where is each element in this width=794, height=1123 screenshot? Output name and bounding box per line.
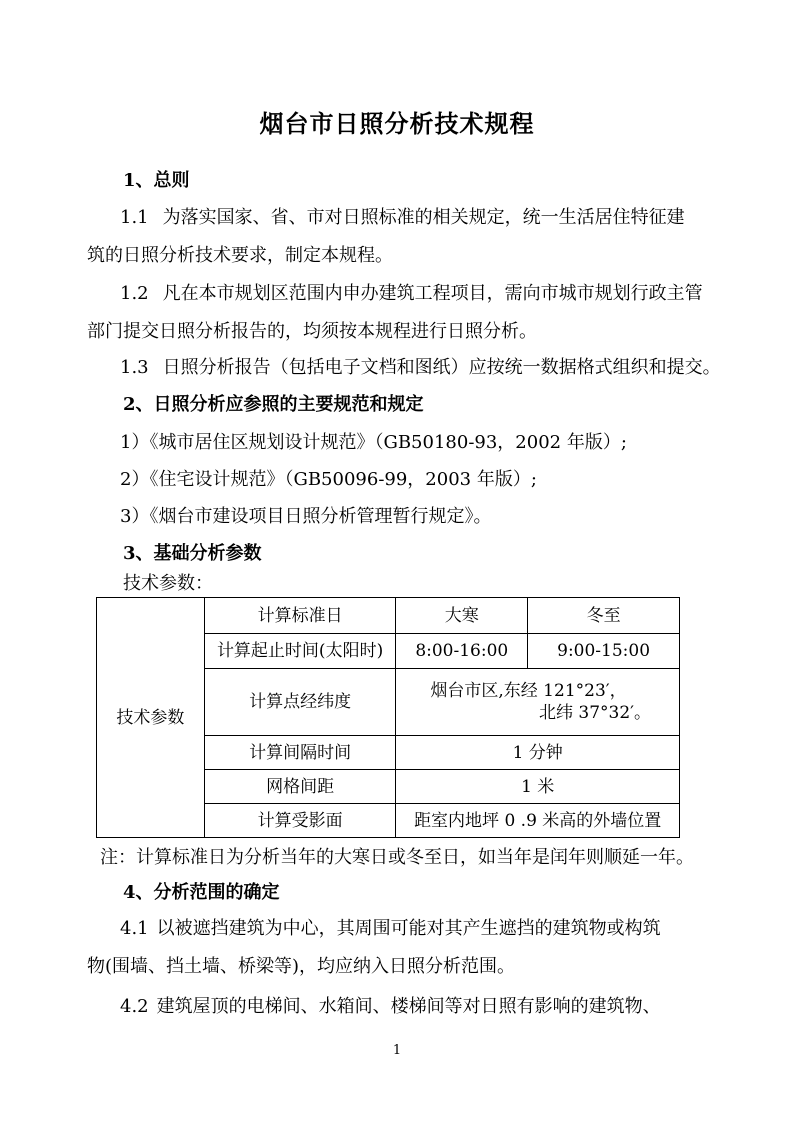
paragraph-number: 1.2 bbox=[120, 283, 149, 304]
table-cell: 距室内地坪 0 .9 米高的外墙位置 bbox=[396, 804, 680, 838]
table-cell: 1 米 bbox=[396, 770, 680, 804]
section-1-heading: 1、总则 bbox=[123, 170, 190, 191]
table-cell: 8:00-16:00 bbox=[396, 634, 528, 669]
section-4-heading: 4、分析范围的确定 bbox=[123, 882, 280, 903]
paragraph-number: 4.2 bbox=[120, 996, 149, 1017]
page-number: 1 bbox=[392, 1043, 402, 1058]
row-label: 计算标准日 bbox=[204, 598, 396, 634]
longitude-text: 烟台市区,东经 121°23′， bbox=[430, 681, 627, 701]
row-label: 计算间隔时间 bbox=[204, 736, 396, 770]
row-label: 网格间距 bbox=[204, 770, 396, 804]
table-row bbox=[97, 598, 680, 634]
table-intro: 技术参数： bbox=[123, 573, 213, 594]
paragraph-1-3 bbox=[120, 356, 721, 380]
technical-parameters-table bbox=[96, 597, 680, 838]
row-label: 计算受影面 bbox=[204, 804, 396, 838]
reference-item-1: 1）《城市居住区规划设计规范》（GB50180-93，2002 年版）; bbox=[120, 432, 627, 453]
paragraph-text: 建筑屋顶的电梯间、水箱间、楼梯间等对日照有影响的建筑物、 bbox=[156, 996, 661, 1017]
paragraph-1-1 bbox=[120, 206, 685, 230]
section-3-heading: 3、基础分析参数 bbox=[123, 543, 262, 564]
table-cell: 冬至 bbox=[528, 598, 680, 634]
paragraph-4-1 bbox=[120, 917, 661, 941]
paragraph-4-2 bbox=[120, 995, 661, 1019]
coordinates-cell bbox=[396, 669, 680, 736]
paragraph-text: 以被遮挡建筑为中心，其周围可能对其产生遮挡的建筑物或构筑 bbox=[156, 918, 661, 939]
paragraph-number: 1.1 bbox=[120, 207, 149, 228]
table-cell: 1 分钟 bbox=[396, 736, 680, 770]
row-label: 计算起止时间(太阳时) bbox=[204, 634, 396, 669]
paragraph-number: 1.3 bbox=[120, 357, 149, 378]
row-label: 计算点经纬度 bbox=[204, 669, 396, 736]
paragraph-4-1-continuation: 物(围墙、挡土墙、桥梁等)，均应纳入日照分析范围。 bbox=[87, 956, 516, 977]
latitude-text: 北纬 37°32′。 bbox=[538, 703, 651, 723]
reference-item-3: 3）《烟台市建设项目日照分析管理暂行规定》。 bbox=[120, 506, 492, 527]
reference-item-2: 2）《住宅设计规范》（GB50096-99，2003 年版）; bbox=[120, 469, 537, 490]
table-cell: 9:00-15:00 bbox=[528, 634, 680, 669]
table-note: 注：计算标准日为分析当年的大寒日或冬至日，如当年是闰年则顺延一年。 bbox=[100, 847, 694, 868]
paragraph-1-2 bbox=[120, 282, 703, 306]
paragraph-text: 日照分析报告（包括电子文档和图纸）应按统一数据格式组织和提交。 bbox=[162, 357, 721, 378]
paragraph-text: 凡在本市规划区范围内申办建筑工程项目，需向市城市规划行政主管 bbox=[162, 283, 703, 304]
paragraph-number: 4.1 bbox=[120, 918, 149, 939]
page-title: 烟台市日照分析技术规程 bbox=[259, 109, 535, 138]
table-cell: 大寒 bbox=[396, 598, 528, 634]
paragraph-1-2-continuation: 部门提交日照分析报告的，均须按本规程进行日照分析。 bbox=[87, 321, 537, 342]
group-label-cell: 技术参数 bbox=[97, 598, 205, 838]
paragraph-text: 为落实国家、省、市对日照标准的相关规定，统一生活居住特征建 bbox=[162, 207, 685, 228]
paragraph-1-1-continuation: 筑的日照分析技术要求，制定本规程。 bbox=[87, 245, 393, 266]
section-2-heading: 2、日照分析应参照的主要规范和规定 bbox=[123, 394, 424, 415]
